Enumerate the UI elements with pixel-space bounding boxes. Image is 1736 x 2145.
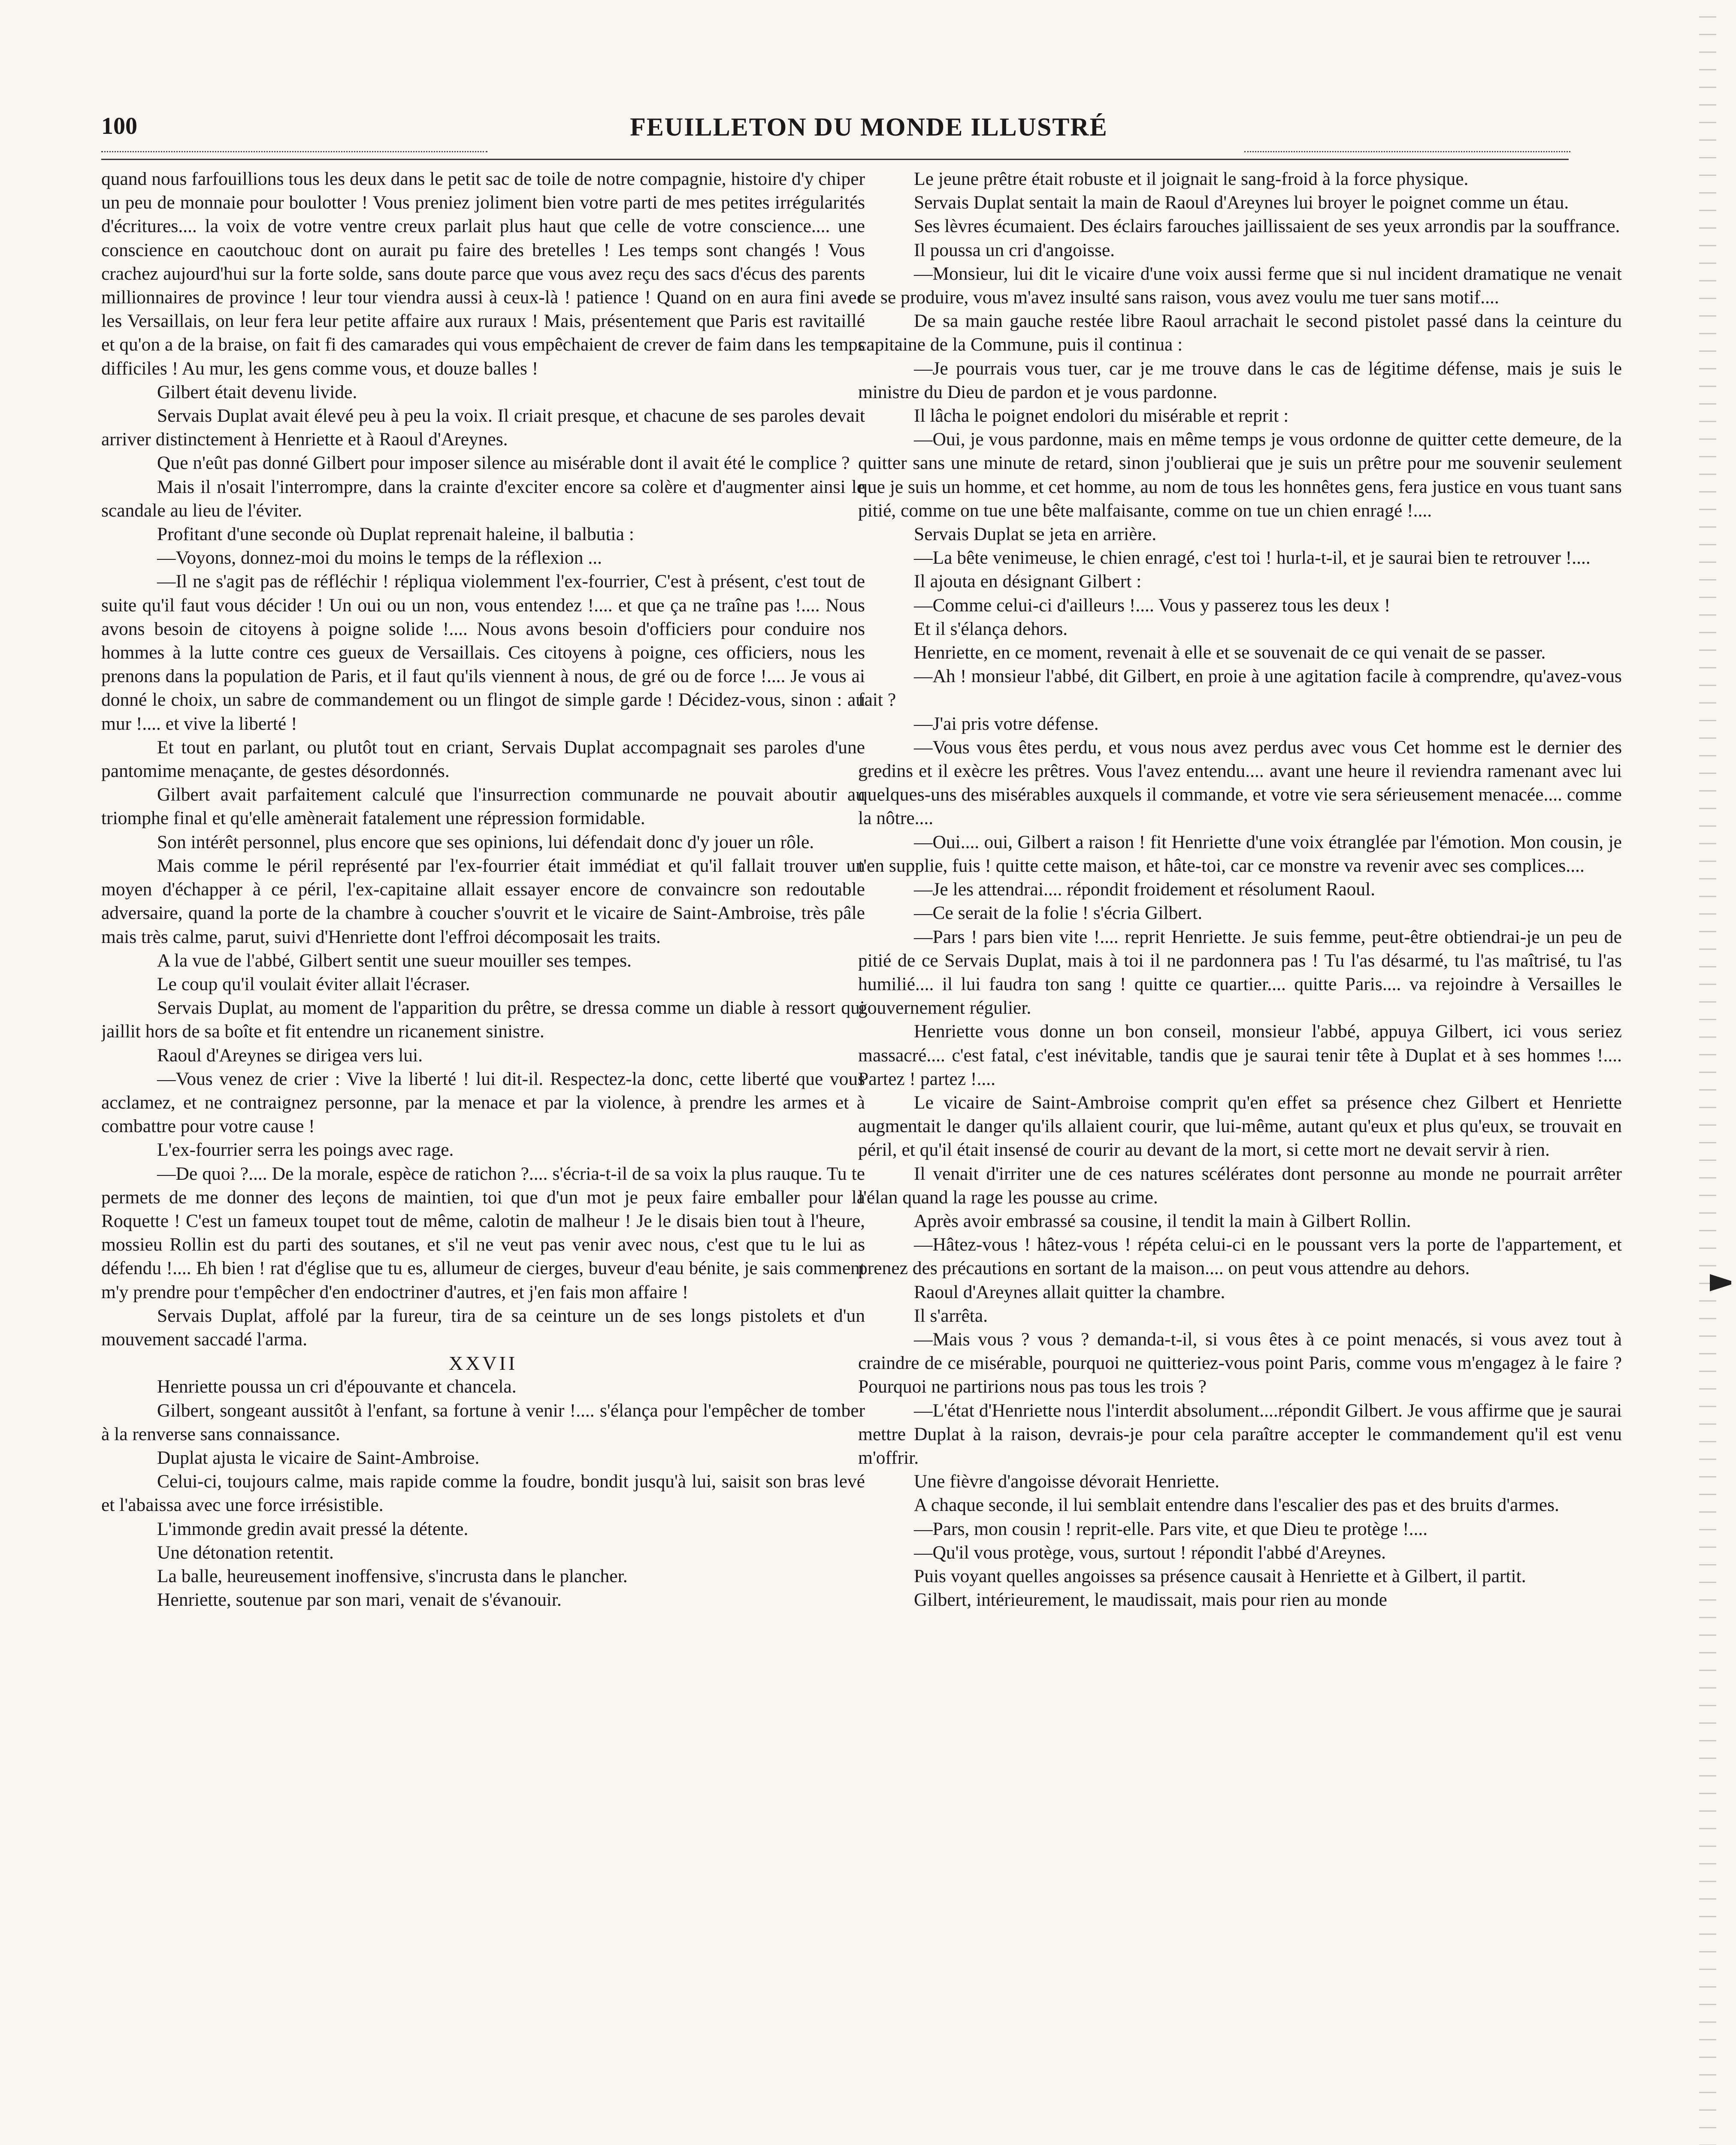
paragraph: Gilbert était devenu livide. (157, 381, 357, 402)
paragraph: Le vicaire de Saint-Ambroise comprit qu'en effet sa présence chez Gilbert et Henriette augmentait le danger qu'ils allaient courir, que lui-même, autant qu'eux et plus qu'eux, se trouvait en péril, et qu'il était insensé de courir au devant de la mort, si cette mort ne devait servir à rien. (858, 1092, 1622, 1160)
paragraph: Et tout en parlant, ou plutôt tout en criant, Servais Duplat accompagnait ses paroles d'une pantomime menaçante, de gestes désordonnés. (101, 737, 865, 782)
page-edge-speckle (1699, 0, 1716, 2145)
header-divider (101, 159, 1569, 160)
header-rule (101, 151, 487, 152)
paragraph: Servais Duplat, affolé par la fureur, tira de sa ceinture un de ses longs pistolets et d'un mouvement saccadé l'arma. (101, 1305, 865, 1350)
left-column (101, 167, 865, 2145)
paragraph: —Pars ! pars bien vite !.... reprit Henriette. Je suis femme, peut-être obtiendrai-je un peu de pitié de ce Servais Duplat, mais à toi il ne pardonnera pas ! Tu l'as désarmé, tu l'as maîtrisé, tu l'as humilié.... il lui faudra ton sang ! quitte ce quartier.... quitte Paris.... va rejoindre à Versailles le gouvernement régulier. (858, 926, 1622, 1018)
paragraph: —Pars, mon cousin ! reprit-elle. Pars vite, et que Dieu te protège !.... (914, 1518, 1428, 1539)
paragraph: Et il s'élança dehors. (914, 618, 1068, 639)
paragraph: Mais il n'osait l'interrompre, dans la crainte d'exciter encore sa colère et d'augmenter ainsi le scandale au lieu de l'éviter. (101, 476, 865, 521)
right-column-text (858, 167, 1622, 1612)
paragraph: —Mais vous ? vous ? demanda-t-il, si vous êtes à ce point menacés, si vous avez tout à craindre de ce misérable, pourquoi ne quitteriez-vous point Paris, comme vous m'engagez à le faire ? Pourquoi ne partirions nous pas tous les trois ? (858, 1329, 1622, 1397)
paragraph: De sa main gauche restée libre Raoul arrachait le second pistolet passé dans la ceinture du capitaine de la Commune, puis il continua : (858, 311, 1622, 355)
paragraph: —Ce serait de la folie ! s'écria Gilbert. (914, 903, 1203, 924)
header-rule (1244, 151, 1570, 152)
paragraph: Il venait d'irriter une de ces natures scélérates dont personne au monde ne pourrait arrêter l'élan quand la rage les pousse au crime. (858, 1163, 1622, 1208)
page-edge-mark (1710, 1274, 1731, 1291)
paragraph: Raoul d'Areynes se dirigea vers lui. (157, 1045, 423, 1066)
paragraph: —Comme celui-ci d'ailleurs !.... Vous y passerez tous les deux ! (914, 595, 1391, 616)
paragraph: Que n'eût pas donné Gilbert pour imposer silence au misérable dont il avait été le complice ? (157, 453, 850, 474)
paragraph: Le coup qu'il voulait éviter allait l'écraser. (157, 973, 470, 994)
paragraph: Il poussa un cri d'angoisse. (914, 239, 1115, 260)
chapter-heading: XXVII (448, 1352, 518, 1375)
paragraph: —Je pourrais vous tuer, car je me trouve dans le cas de légitime défense, mais je suis le ministre du Dieu de pardon et je vous pardonne. (858, 358, 1622, 402)
paragraph: —Oui.... oui, Gilbert a raison ! fit Henriette d'une voix étranglée par l'émotion. Mon cousin, je t'en supplie, fuis ! quitte cette maison, et hâte-toi, car ce monstre va revenir avec ses complices.... (858, 831, 1622, 876)
paragraph: Duplat ajusta le vicaire de Saint-Ambroise. (157, 1447, 480, 1468)
paragraph: La balle, heureusement inoffensive, s'incrusta dans le plancher. (157, 1565, 628, 1586)
paragraph: —De quoi ?.... De la morale, espèce de ratichon ?.... s'écria-t-il de sa voix la plus rauque. Tu te permets de me donner des leçons de maintien, toi que d'un mot je peux faire emballer pour la Roquette ! C'est un fameux toupet tout de même, calotin de malheur ! Je le disais bien tout à l'heure, mossieu Rollin est du parti des soutanes, et s'il ne veut pas venir avec nous, c'est que tu le lui as défendu !.... Eh bien ! rat d'église que tu es, allumeur de cierges, buveur d'eau bénite, je sais comment m'y prendre pour t'empêcher d'en endoctriner d'autres, et j'en fais mon affaire ! (101, 1163, 865, 1302)
paragraph: Gilbert, songeant aussitôt à l'enfant, sa fortune à venir !.... s'élança pour l'empêcher de tomber à la renverse sans connaissance. (101, 1400, 865, 1444)
paragraph: Gilbert, intérieurement, le maudissait, mais pour rien au monde (914, 1589, 1387, 1610)
paragraph: Une détonation retentit. (157, 1542, 334, 1563)
paragraph: Profitant d'une seconde où Duplat reprenait haleine, il balbutia : (157, 524, 634, 545)
paragraph: —Vous venez de crier : Vive la liberté ! lui dit-il. Respectez-la donc, cette liberté que vous acclamez, et ne contraignez personne, par la menace et par la violence, à prendre les armes et à combattre pour votre cause ! (101, 1068, 865, 1137)
paragraph: Henriette vous donne un bon conseil, monsieur l'abbé, appuya Gilbert, ici vous seriez massacré.... c'est fatal, c'est inévitable, tandis que je saurai tenir tête à Duplat et à ses hommes !.... Partez ! partez !.... (858, 1021, 1622, 1089)
paragraph: Il ajouta en désignant Gilbert : (914, 571, 1142, 592)
paragraph: —La bête venimeuse, le chien enragé, c'est toi ! hurla-t-il, et je saurai bien te retrouver !.... (914, 547, 1591, 568)
paragraph: Après avoir embrassé sa cousine, il tendit la main à Gilbert Rollin. (914, 1210, 1411, 1231)
paragraph: Servais Duplat se jeta en arrière. (914, 524, 1157, 545)
page-number: 100 (101, 113, 137, 139)
paragraph: Henriette, en ce moment, revenait à elle et se souvenait de ce qui venait de se passer. (914, 642, 1546, 663)
paragraph: Celui-ci, toujours calme, mais rapide comme la foudre, bondit jusqu'à lui, saisit son bras levé et l'abaissa avec une force irrésistible. (101, 1471, 865, 1516)
paragraph: —Il ne s'agit pas de réfléchir ! répliqua violemment l'ex-fourrier, C'est à présent, c'est tout de suite qu'il faut vous décider ! Un oui ou un non, vous entendez !.... et que ça ne traîne pas !.... Nous avons besoin de citoyens à poigne solide !.... Nous avons besoin d'officiers pour conduire nos hommes à la lutte contre ces gueux de Versaillais. Ces citoyens à poigne, ces officiers, nous les prenons dans la population de Paris, et il faut qu'ils viennent à nous, de gré ou de force !.... Je vous ai donné le choix, un sabre de commandement ou un flingot de simple garde ! Décidez-vous, sinon : au mur !.... et vive la liberté ! (101, 571, 865, 734)
paragraph: —Monsieur, lui dit le vicaire d'une voix aussi ferme que si nul incident dramatique ne venait de se produire, vous m'avez insulté sans raison, vous avez voulu me tuer sans motif.... (858, 263, 1622, 308)
paragraph: Servais Duplat, au moment de l'apparition du prêtre, se dressa comme un diable à ressort qui jaillit hors de sa boîte et fit entendre un ricanement sinistre. (101, 997, 865, 1042)
paragraph: Gilbert avait parfaitement calculé que l'insurrection communarde ne pouvait aboutir au triomphe final et qu'elle amènerait fatalement une répression formidable. (101, 784, 865, 829)
paragraph: —Oui, je vous pardonne, mais en même temps je vous ordonne de quitter cette demeure, de la quitter sans une minute de retard, sinon j'oublierai que je suis un prêtre pour me souvenir seulement que je suis un homme, et cet homme, au nom de tous les honnêtes gens, fera justice en vous tuant sans pitié, comme on tue une bête malfaisante, comme on tue un chien enragé !.... (858, 429, 1622, 521)
paragraph: L'immonde gredin avait pressé la détente. (157, 1518, 469, 1539)
paragraph: Puis voyant quelles angoisses sa présence causait à Henriette et à Gilbert, il partit. (914, 1565, 1526, 1586)
paragraph: —Ah ! monsieur l'abbé, dit Gilbert, en proie à une agitation facile à comprendre, qu'avez-vous fait ? (858, 666, 1622, 710)
paragraph: —L'état d'Henriette nous l'interdit absolument....répondit Gilbert. Je vous affirme que je saurai mettre Duplat à la raison, devrais-je pour cela paraître accepter le commandement qu'il est venu m'offrir. (858, 1400, 1622, 1468)
paragraph: —Vous vous êtes perdu, et vous nous avez perdus avec vous Cet homme est le dernier des gredins et il exècre les prêtres. Vous l'avez entendu.... avant une heure il reviendra ramenant avec lui quelques-uns des misérables auxquels il commande, et votre vie sera sérieusement menacée.... comme la nôtre.... (858, 737, 1622, 829)
right-column (858, 167, 1622, 2145)
paragraph: —Hâtez-vous ! hâtez-vous ! répéta celui-ci en le poussant vers la porte de l'appartement, et prenez des précautions en sortant de la maison.... on peut vous attendre au dehors. (858, 1234, 1622, 1279)
paragraph: —Je les attendrai.... répondit froidement et résolument Raoul. (914, 879, 1376, 900)
paragraph: Une fièvre d'angoisse dévorait Henriette. (914, 1471, 1220, 1492)
paragraph: A la vue de l'abbé, Gilbert sentit une sueur mouiller ses tempes. (157, 950, 632, 971)
paragraph: Servais Duplat sentait la main de Raoul d'Areynes lui broyer le poignet comme un étau. (914, 192, 1569, 213)
paragraph: Le jeune prêtre était robuste et il joignait le sang-froid à la force physique. (914, 169, 1469, 189)
paragraph: —Voyons, donnez-moi du moins le temps de la réflexion ... (157, 547, 602, 568)
paragraph: Henriette poussa un cri d'épouvante et chancela. (157, 1376, 517, 1397)
paragraph: Ses lèvres écumaient. Des éclairs farouches jaillissaient de ses yeux arrondis par la souffrance. (914, 216, 1620, 237)
paragraph: quand nous farfouillions tous les deux dans le petit sac de toile de notre compagnie, histoire d'y chiper un peu de monnaie pour boulotter ! Vous preniez joliment bien votre parti de mes petites irrégularités d'écritures.... la voix de votre ventre creux parlait plus haut que celle de votre conscience.... une conscience en caoutchouc dont on aurait pu faire des bretelles ! Les temps sont changés ! Vous crachez aujourd'hui sur la forte solde, sans doute parce que vous avez reçu des sacs d'écus des parents millionnaires de province ! leur tour viendra aussi à ceux-là ! patience ! Quand on en aura fini avec les Versaillais, on leur fera leur petite affaire aux ruraux ! Mais, présentement que Paris est ravitaillé et qu'on a de la braise, on fait fi des camarades qui vous empêchaient de crever de faim dans les temps difficiles ! Au mur, les gens comme vous, et douze balles ! (101, 169, 865, 379)
paragraph: Il lâcha le poignet endolori du misérable et reprit : (914, 405, 1289, 426)
paragraph: A chaque seconde, il lui semblait entendre dans l'escalier des pas et des bruits d'armes. (914, 1495, 1559, 1516)
paragraph: Mais comme le péril représenté par l'ex-fourrier était immédiat et qu'il fallait trouver un moyen d'échapper à ce péril, l'ex-capitaine allait essayer encore de convaincre son redoutable adversaire, quand la porte de la chambre à coucher s'ouvrit et le vicaire de Saint-Ambroise, très pâle mais très calme, parut, suivi d'Henriette dont l'effroi décomposait les traits. (101, 855, 865, 947)
running-title: FEUILLETON DU MONDE ILLUSTRÉ (630, 113, 1108, 141)
left-column-text-before (101, 167, 865, 1351)
paragraph: L'ex-fourrier serra les poings avec rage. (157, 1139, 454, 1160)
left-column-text-after (101, 1375, 865, 1612)
paragraph: —J'ai pris votre défense. (914, 713, 1099, 734)
paragraph: Servais Duplat avait élevé peu à peu la voix. Il criait presque, et chacune de ses paroles devait arriver distinctement à Henriette et à Raoul d'Areynes. (101, 405, 865, 450)
paragraph: Il s'arrêta. (914, 1305, 988, 1326)
paragraph: Son intérêt personnel, plus encore que ses opinions, lui défendait donc d'y jouer un rôle. (157, 831, 814, 852)
paragraph: Raoul d'Areynes allait quitter la chambre. (914, 1281, 1225, 1302)
paragraph: Henriette, soutenue par son mari, venait de s'évanouir. (157, 1589, 562, 1610)
paragraph: —Qu'il vous protège, vous, surtout ! répondit l'abbé d'Areynes. (914, 1542, 1386, 1563)
